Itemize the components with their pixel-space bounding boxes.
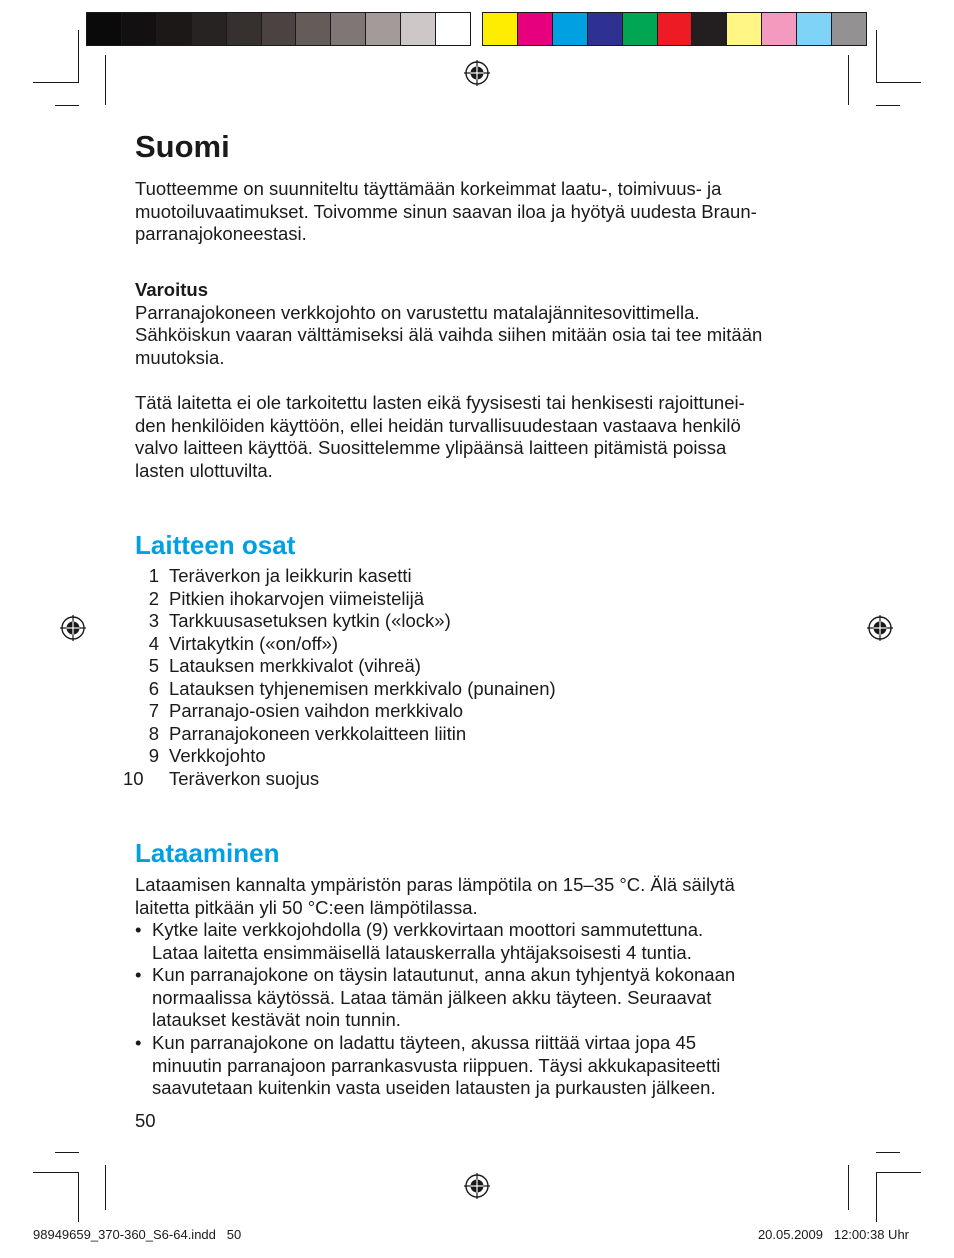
safety-line: valvo laitteen käyttöä. Suosittelemme ylipäänsä laitteen pitämistä poissa bbox=[135, 437, 727, 459]
gray-swatch bbox=[87, 13, 122, 45]
crop-mark bbox=[78, 1172, 79, 1222]
parts-heading: Laitteen osat bbox=[135, 530, 296, 560]
crop-mark bbox=[848, 55, 849, 105]
gray-swatch bbox=[436, 13, 470, 45]
print-timestamp: 20.05.2009 12:00:38 Uhr bbox=[757, 1227, 909, 1242]
crop-mark bbox=[876, 30, 877, 83]
safety-paragraph bbox=[135, 392, 825, 482]
registration-mark-icon bbox=[60, 615, 86, 641]
intro-line: parranajokoneestasi. bbox=[135, 223, 307, 245]
list-item: 5 Latauksen merkkivalot (vihreä) bbox=[148, 655, 421, 676]
list-item: • Kytke laite verkkojohdolla (9) verkkovirtaan moottori sammutettuna. Lataa laitetta ensimmäisellä latauskerralla yhtäjaksoisesti 4 tuntia. bbox=[135, 919, 704, 963]
page-number: 50 bbox=[135, 1110, 156, 1131]
warning-section bbox=[135, 279, 825, 369]
color-swatch bbox=[692, 13, 727, 45]
intro-line: Tuotteemme on suunniteltu täyttämään korkeimmat laatu-, toimivuus- ja bbox=[135, 178, 722, 199]
crop-mark bbox=[33, 82, 78, 83]
crop-mark bbox=[876, 82, 921, 83]
gray-swatch bbox=[122, 13, 157, 45]
color-swatch bbox=[727, 13, 762, 45]
charging-intro bbox=[135, 874, 825, 919]
crop-mark bbox=[105, 1165, 106, 1210]
crop-mark bbox=[55, 1152, 79, 1153]
list-item: • Kun parranajokone on täysin latautunut, anna akun tyhjentyä kokonaan normaalissa käytössä. Lataa tämän jälkeen akku täyteen. Seuraavat lataukset kestävät noin tunnin. bbox=[135, 964, 736, 1031]
gray-swatch bbox=[262, 13, 297, 45]
list-item: 1 Teräverkon ja leikkurin kasetti bbox=[148, 565, 412, 586]
warning-line: Parranajokoneen verkkojohto on varustettu matalajännitesovittimella. bbox=[135, 301, 700, 323]
safety-line: lasten ulottuvilta. bbox=[135, 459, 273, 481]
color-swatch bbox=[658, 13, 693, 45]
charging-intro-line: laitetta pitkään yli 50 °C:een lämpötilassa. bbox=[135, 896, 478, 918]
warning-heading: Varoitus bbox=[135, 279, 208, 300]
list-item: 4 Virtakytkin («on/off») bbox=[148, 632, 338, 654]
crop-mark bbox=[848, 1165, 849, 1210]
registration-mark-icon bbox=[464, 1173, 490, 1199]
color-swatch bbox=[588, 13, 623, 45]
warning-line: muutoksia. bbox=[135, 346, 225, 368]
crop-mark bbox=[105, 55, 106, 105]
gray-swatch bbox=[401, 13, 436, 45]
list-item: 10 Teräverkon suojus bbox=[123, 767, 320, 789]
list-item: 8 Parranajokoneen verkkolaitteen liitin bbox=[148, 722, 467, 744]
intro-paragraph bbox=[135, 178, 825, 246]
parts-list bbox=[123, 565, 825, 790]
charging-heading: Lataaminen bbox=[135, 838, 280, 868]
list-item: 9 Verkkojohto bbox=[148, 745, 266, 766]
color-swatch bbox=[832, 13, 866, 45]
color-swatch bbox=[518, 13, 553, 45]
list-item: • Kun parranajokone on ladattu täyteen, akussa riittää virtaa jopa 45 minuutin parranajoon parrankasvusta riippuen. Täysi akkukapasiteetti saavutetaan kuitenkin vasta useiden latausten ja purkausten jälkeen. bbox=[135, 1031, 721, 1099]
gray-swatch bbox=[296, 13, 331, 45]
list-item: 3 Tarkkuusasetuksen kytkin («lock») bbox=[148, 610, 451, 631]
list-item: 6 Latauksen tyhjenemisen merkkivalo (punainen) bbox=[148, 677, 556, 699]
page-title: Suomi bbox=[135, 129, 230, 164]
crop-mark bbox=[876, 1152, 900, 1153]
crop-mark bbox=[876, 1172, 877, 1222]
color-swatch bbox=[762, 13, 797, 45]
crop-mark bbox=[876, 105, 900, 106]
gray-swatch bbox=[192, 13, 227, 45]
gray-swatch bbox=[157, 13, 192, 45]
color-swatch bbox=[553, 13, 588, 45]
crop-mark bbox=[33, 1172, 78, 1173]
grayscale-color-bar bbox=[86, 12, 471, 46]
color-swatch bbox=[797, 13, 832, 45]
registration-mark-icon bbox=[464, 60, 490, 86]
intro-line: muotoiluvaatimukset. Toivomme sinun saavan iloa ja hyötyä uudesta Braun- bbox=[135, 200, 757, 222]
charging-intro-line: Lataamisen kannalta ympäristön paras lämpötila on 15–35 °C. Älä säilytä bbox=[135, 874, 735, 895]
color-swatch bbox=[623, 13, 658, 45]
gray-swatch bbox=[331, 13, 366, 45]
crop-mark bbox=[78, 30, 79, 83]
process-color-bar bbox=[482, 12, 867, 46]
warning-line: Sähköiskun vaaran välttämiseksi älä vaihda siihen mitään osia tai tee mitään bbox=[135, 324, 763, 346]
color-swatch bbox=[483, 13, 518, 45]
gray-swatch bbox=[366, 13, 401, 45]
charging-bullet-list bbox=[135, 919, 825, 1100]
list-item: 7 Parranajo-osien vaihdon merkkivalo bbox=[148, 700, 464, 721]
crop-mark bbox=[876, 1172, 921, 1173]
list-item: 2 Pitkien ihokarvojen viimeistelijä bbox=[148, 587, 424, 609]
gray-swatch bbox=[227, 13, 262, 45]
safety-line: Tätä laitetta ei ole tarkoitettu lasten eikä fyysisesti tai henkisesti rajoittunei- bbox=[135, 392, 745, 413]
print-file-info: 98949659_370-360_S6-64.indd 50 bbox=[33, 1227, 242, 1242]
registration-mark-icon bbox=[867, 615, 893, 641]
safety-line: den henkilöiden käyttöön, ellei heidän turvallisuudestaan vastaava henkilö bbox=[135, 414, 741, 436]
crop-mark bbox=[55, 105, 79, 106]
